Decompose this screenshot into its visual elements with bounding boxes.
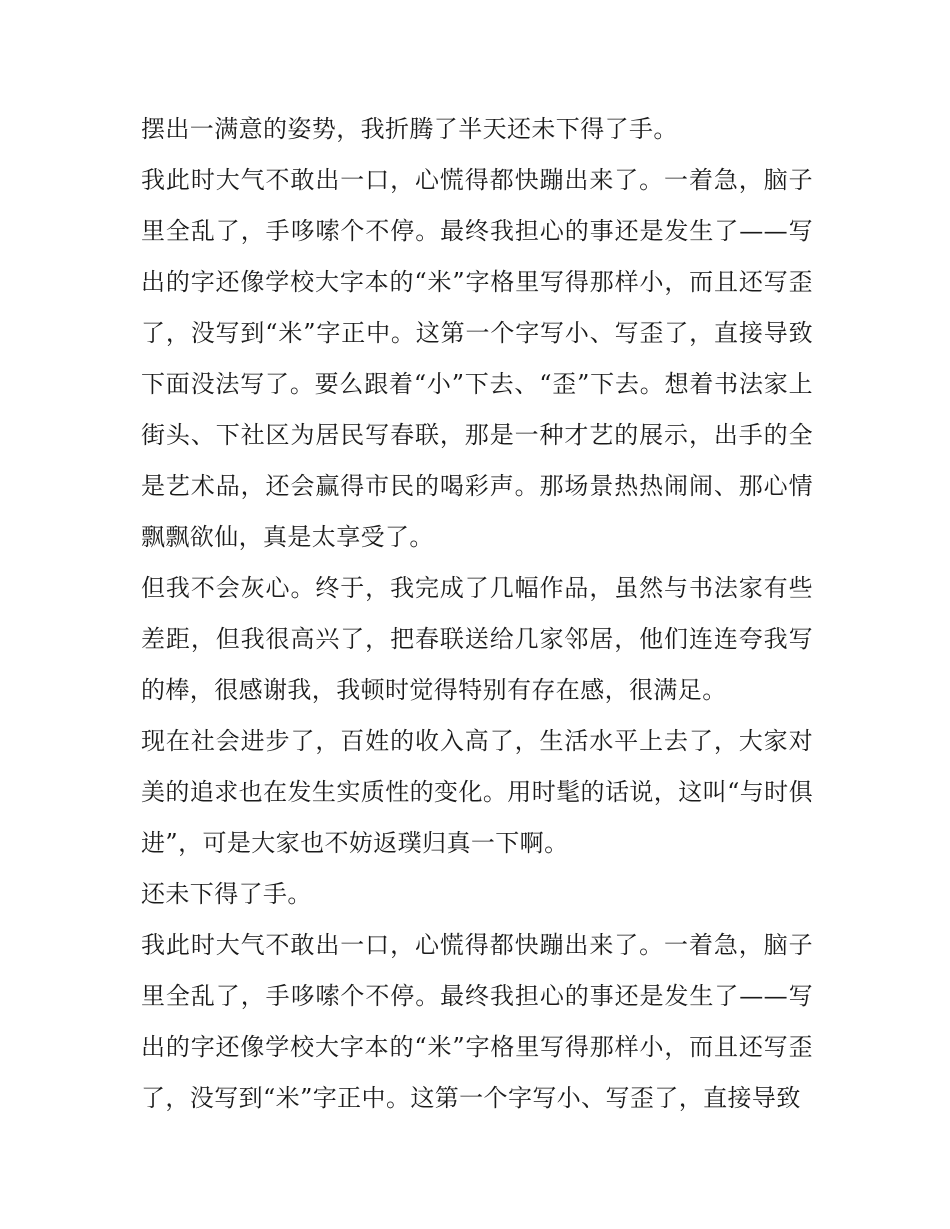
paragraph-6: 我此时大气不敢出一口，心慌得都快蹦出来了。一着急，脑子里全乱了，手哆嗦个不停。最终我担心的事还是发生了——写出的字还像学校大字本的“米”字格里写得那样小，而且还写歪了，没写到“米”字正中。这第一个字写小、写歪了，直接导致 [141,931,813,1112]
paragraph-1: 摆出一满意的姿势，我折腾了半天还未下得了手。 [141,115,678,143]
document-body [141,104,813,1124]
paragraph-3: 但我不会灰心。终于，我完成了几幅作品，虽然与书法家有些差距，但我很高兴了，把春联送给几家邻居，他们连连夸我写的棒，很感谢我，我顿时觉得特别有存在感，很满足。 [141,574,813,704]
paragraph-5: 还未下得了手。 [141,880,312,908]
paragraph-4: 现在社会进步了，百姓的收入高了，生活水平上去了，大家对美的追求也在发生实质性的变化。用时髦的话说，这叫“与时俱进”，可是大家也不妨返璞归真一下啊。 [141,727,813,857]
paragraph-2: 我此时大气不敢出一口，心慌得都快蹦出来了。一着急，脑子里全乱了，手哆嗦个不停。最终我担心的事还是发生了——写出的字还像学校大字本的“米”字格里写得那样小，而且还写歪了，没写到“米”字正中。这第一个字写小、写歪了，直接导致下面没法写了。要么跟着“小”下去、“歪”下去。想着书法家上街头、下社区为居民写春联，那是一种才艺的展示，出手的全是艺术品，还会赢得市民的喝彩声。那场景热热闹闹、那心情飘飘欲仙，真是太享受了。 [141,166,813,551]
